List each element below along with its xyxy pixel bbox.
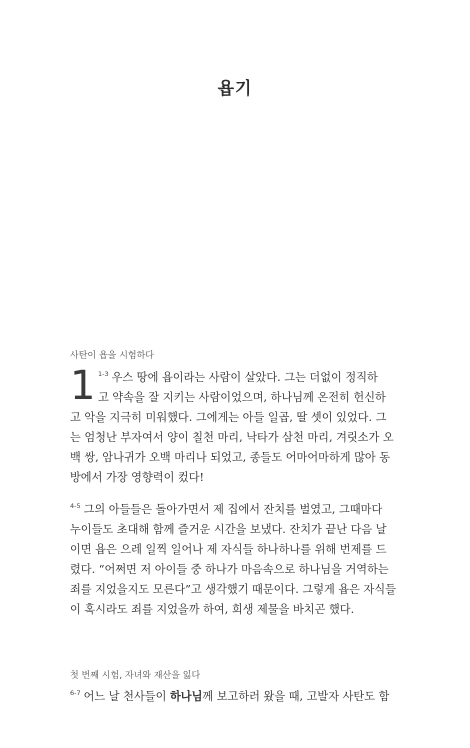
text-line: 이면 욥은 으레 일찍 일어나 제 자식들 하나하나를 위해 번제를 드: [70, 543, 387, 556]
text-line: 방에서 가장 영향력이 컸다!: [70, 471, 205, 484]
paragraph-verses-4-5: [70, 500, 420, 620]
text-line: $^{6-7}$ 어느 날 천사들이 하나님께 보고하러 왔을 때, 고발자 사탄도 함: [70, 689, 390, 703]
section-heading: 첫 번째 시험, 자녀와 재산을 잃다: [70, 671, 201, 681]
book-title: 욥기: [217, 79, 253, 99]
text-line: 이 혹시라도 죄를 지었을까 하여, 희생 제물을 바치곤 했다.: [70, 603, 355, 616]
text-line: 고 약속을 잘 지키는 사람이었으며, 하나님께 온전히 헌신하: [98, 391, 386, 404]
chapter-number: 1: [70, 363, 96, 409]
text-line: $^{1-3}$ 우스 땅에 욥이라는 사람이 살았다. 그는 더없이 정직하: [98, 370, 378, 384]
text-line: 고 악을 지극히 미워했다. 그에게는 아들 일곱, 딸 셋이 있었다. 그: [70, 411, 387, 424]
divine-name: 하나님: [169, 689, 203, 703]
text-line: 누이들도 초대해 함께 즐거운 시간을 보냈다. 잔치가 끝난 다음 날: [70, 523, 387, 536]
text-line: 는 엄청난 부자여서 양이 칠천 마리, 낙타가 삼천 마리, 겨릿소가 오: [70, 431, 394, 444]
verse-number: 1-3: [98, 370, 109, 379]
text-line: 죄를 지었을지도 모른다”고 생각했기 때문이다. 그렇게 욥은 자식들: [70, 583, 396, 596]
paragraph-verses-6-7: [70, 686, 420, 706]
text-line: 백 쌍, 암나귀가 오백 마리나 되었고, 종들도 어마어마하게 많아 동: [70, 451, 391, 464]
section-heading: 사탄이 욥을 시험하다: [70, 351, 154, 361]
paragraph-verses-1-3: [70, 363, 420, 488]
text-line: $^{4-5}$ 그의 아들들은 돌아가면서 제 집에서 잔치를 벌였고, 그때마다: [70, 502, 383, 516]
verse-number: 4-5: [70, 502, 81, 511]
text-line: 렸다. “어쩌면 저 아이들 중 하나가 마음속으로 하나님을 거역하는: [70, 563, 389, 576]
verse-number: 6-7: [70, 689, 81, 698]
